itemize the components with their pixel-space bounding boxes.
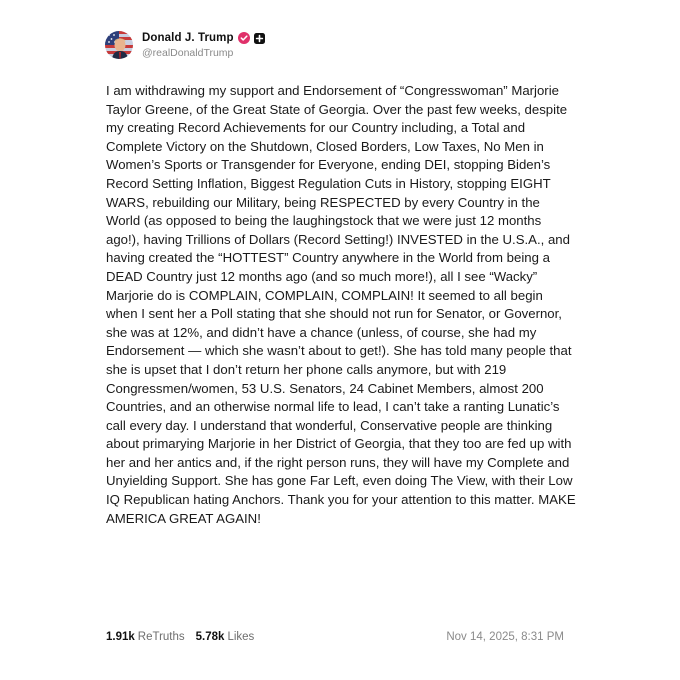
likes-stat[interactable] <box>196 631 255 643</box>
post-timestamp[interactable]: Nov 14, 2025, 8:31 PM <box>446 631 564 643</box>
likes-count: 5.78k <box>195 631 225 643</box>
avatar[interactable] <box>105 31 133 59</box>
name-row <box>142 30 265 46</box>
retruths-label: ReTruths <box>137 631 185 643</box>
author-identity <box>142 30 265 59</box>
post-body: I am withdrawing my support and Endorsement of “Congresswoman” Marjorie Taylor Greene, of the Great State of Georgia. Over the past few weeks, despite my creating Record Achievements for our Country including, a Total and Complete Victory on the Shutdown, Closed Borders, Low Taxes, No Men in Women’s Sports or Transgender for Everyone, ending DEI, stopping Biden’s Record Setting Inflation, Biggest Regulation Cuts in History, stopping EIGHT WARS, rebuilding our Military, being RESPECTED by every Country in the World (as opposed to being the laughingstock that we were just 12 months ago!), having Trillions of Dollars (Record Setting!) INVESTED in the U.S.A., and having created the “HOTTEST” Country anywhere in the World from being a DEAD Country just 12 months ago (and so much more!), all I see “Wacky” Marjorie do is COMPLAIN, COMPLAIN, COMPLAIN! It seemed to all begin when I sent her a Poll stating that she should not run for Senator, or Governor, she was at 12%, and didn’t have a chance (unless, of course, she had my Endorsement — which she wasn’t about to get!). She has told many people that she is upset that I don’t return her phone calls anymore, but with 219 Congressmen/women, 53 U.S. Senators, 24 Cabinet Members, almost 200 Countries, and an otherwise normal life to lead, I can’t take a ranting Lunatic’s call every day. I understand that wonderful, Conservative people are thinking about primarying Marjorie in her District of Georgia, that they too are fed up with her and her antics and, if the right person runs, they will have my Complete and Unyielding Support. She has gone Far Left, even doing The View, with their Low IQ Republican hating Anchors. Thank you for your attention to this matter. MAKE AMERICA GREAT AGAIN! <box>106 83 576 526</box>
post-header <box>105 30 265 59</box>
verified-badge-icon <box>238 32 250 44</box>
likes-label: Likes <box>227 631 255 643</box>
flag-portrait-avatar-icon <box>105 31 133 59</box>
plus-badge-icon <box>254 33 265 44</box>
retruths-count: 1.91k <box>106 631 135 643</box>
author-handle[interactable]: @realDonaldTrump <box>142 47 234 59</box>
display-name[interactable]: Donald J. Trump <box>142 32 234 44</box>
post-footer <box>106 631 564 643</box>
retruths-stat[interactable] <box>106 631 185 643</box>
